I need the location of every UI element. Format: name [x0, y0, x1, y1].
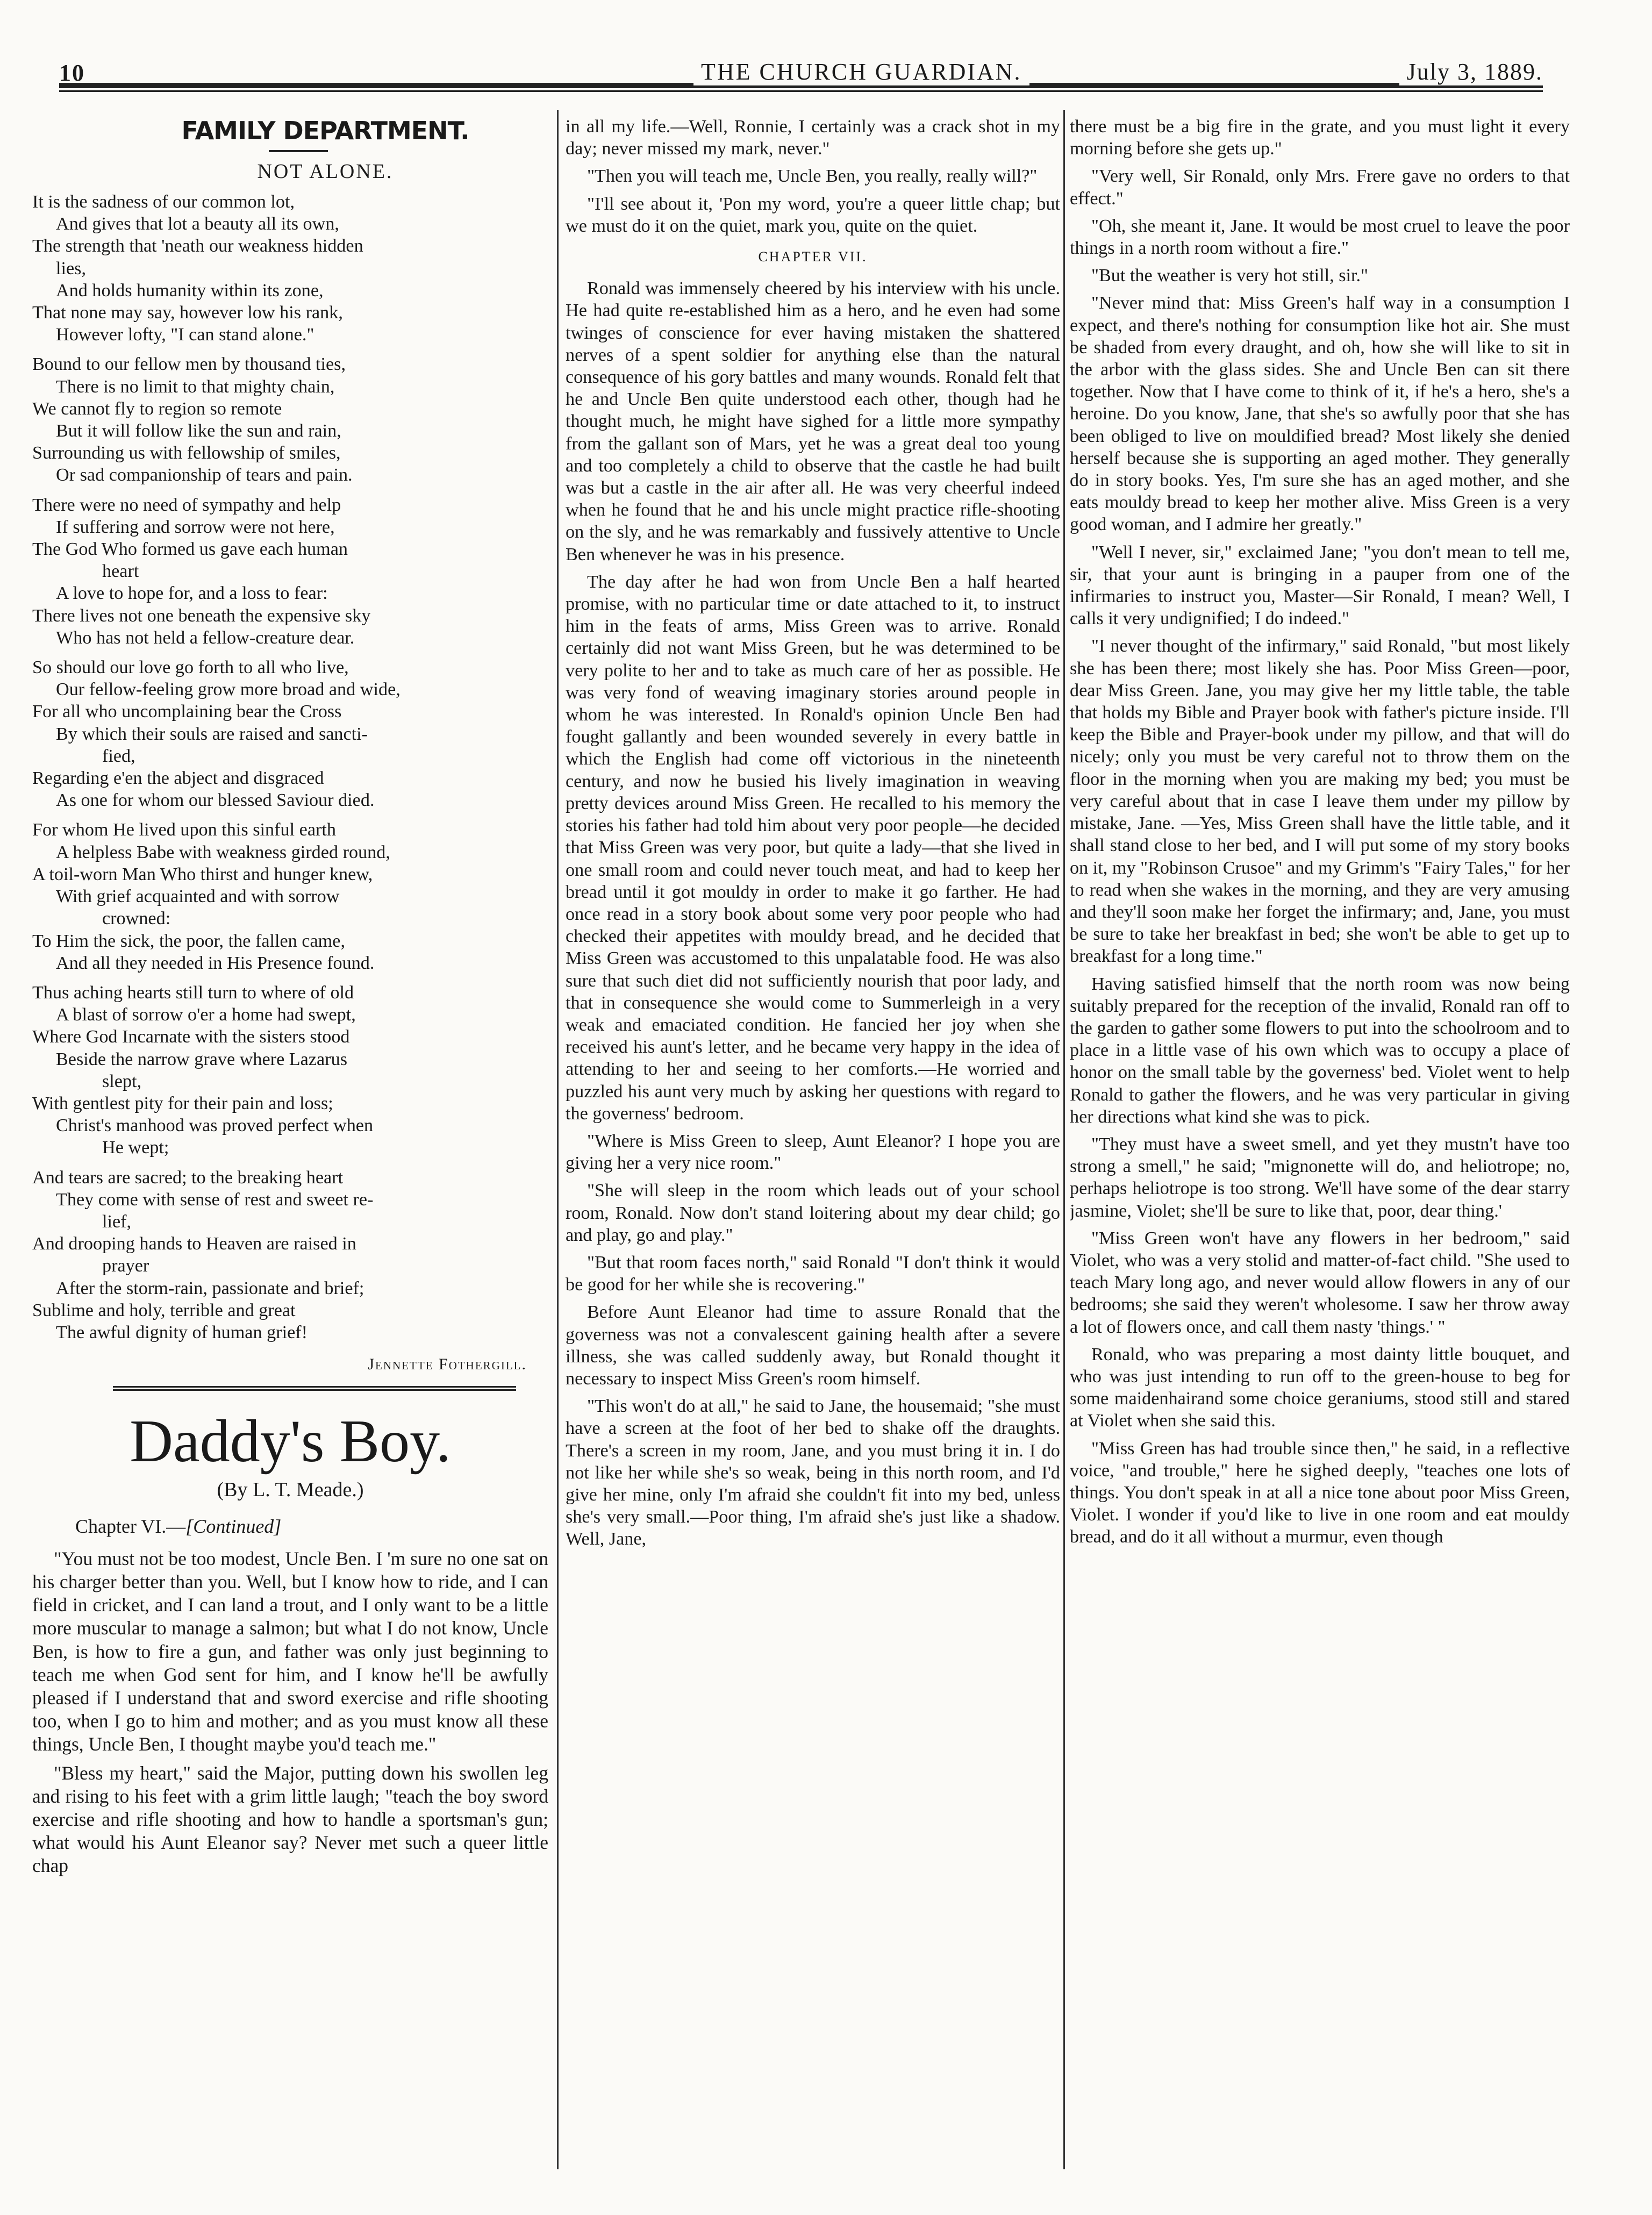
paragraph: "But that room faces north," said Ronald "I don't think it would be good for her while she is recovering.": [566, 1252, 1060, 1295]
section-divider: [113, 1386, 516, 1391]
poem-line: They come with sense of rest and sweet re-: [56, 1189, 374, 1210]
poem-line: And tears are sacred; to the breaking heart: [32, 1167, 344, 1188]
masthead-rule-thin: [59, 90, 1543, 92]
paper-title: THE CHURCH GUARDIAN.: [693, 58, 1029, 85]
paragraph: Ronald was immensely cheered by his interview with his uncle. He had quite re-established him as a hero, and he even had some twinges of conscience for ever having mistaken the shattered nerves of a spent soldier for anything else than the natural consequence of his gory battles and many wounds. Ronald felt that he and Uncle Ben quite understood each other, though had he thought much, he might have sighed for a little more sympathy from the gallant son of Mars, yet he was a great deal too young and too completely a child to observe that the castle he had built was but a castle in the air after all. He was very cheerful indeed when he found that he and his uncle might practice rifle-shooting on the sly, and he was remarkably and fussively attentive to Uncle Ben whenever he was in his presence.: [566, 278, 1060, 565]
paragraph: "Oh, she meant it, Jane. It would be most cruel to leave the poor things in a north room without a fire.": [1070, 216, 1570, 259]
paragraph: "This won't do at all," he said to Jane, the housemaid; "she must have a screen at the foot of her bed to shake off the draughts. There's a screen in my room, Jane, and you must bring it in. I do not like her while she's so weak, being in this north room, and I'd give her mine, only I'm afraid she couldn't fit into my bed, unless she's very small.—Poor thing, I'm afraid she's just like a shadow. Well, Jane,: [566, 1396, 1060, 1549]
poem-line: prayer: [102, 1256, 149, 1276]
poem-line: Or sad companionship of tears and pain.: [56, 465, 353, 485]
poem-stanza: [32, 1167, 548, 1344]
poem-line: There were no need of sympathy and help: [32, 495, 341, 515]
poem-line: The God Who formed us gave each human: [32, 539, 348, 560]
poem-line: Beside the narrow grave where Lazarus: [56, 1049, 347, 1069]
poem-line: If suffering and sorrow were not here,: [56, 517, 335, 537]
poem-line: A blast of sorrow o'er a home had swept,: [56, 1005, 356, 1025]
poem-line: But it will follow like the sun and rain,: [56, 421, 341, 441]
paragraph: "They must have a sweet smell, and yet they mustn't have too strong a smell," he said; "mignonette will do, and heliotrope; no, perhaps heliotrope is too strong. We'll have some of the dear starry jasmine, Violet; she'll be sure to like that, poor, dear thing.': [1070, 1134, 1570, 1221]
poem-line: To Him the sick, the poor, the fallen came,: [32, 931, 345, 951]
poem-line: Where God Incarnate with the sisters stood: [32, 1027, 350, 1047]
paragraph: Ronald, who was preparing a most dainty little bouquet, and who was just intending to run off to the green-house to beg for some maidenhairand some choice geraniums, stood still and stared at Violet when she said this.: [1070, 1344, 1570, 1431]
poem-line: Who has not held a fellow-creature dear.: [56, 627, 355, 648]
paragraph: "Miss Green has had trouble since then," he said, in a reflective voice, "and trouble," here he sighed deeply, "teaches one lots of things. You don't speak in at all a nice tone about poor Miss Green, Violet. I wonder if you'd like to live in one room and eat mouldy bread, and do it all without a murmur, even though: [1070, 1438, 1570, 1547]
heading-rule: [269, 150, 328, 152]
poem-line: He wept;: [102, 1138, 169, 1158]
poem-line: Our fellow-feeling grow more broad and wide,: [56, 680, 401, 700]
poem-line: Regarding e'en the abject and disgraced: [32, 768, 324, 789]
poem-line: A toil-worn Man Who thirst and hunger knew,: [32, 864, 373, 884]
column-2-text-top: [566, 116, 1060, 237]
column-2-text: [566, 277, 1060, 1550]
poem-stanza: [32, 353, 548, 486]
poem-line: For whom He lived upon this sinful earth: [32, 820, 336, 840]
poem-line: A love to hope for, and a loss to fear:: [56, 583, 328, 604]
paragraph: "I'll see about it, 'Pon my word, you're a queer little chap; but we must do it on the quiet, mark you, quite on the quiet.: [566, 194, 1060, 236]
paragraph: "Bless my heart," said the Major, putting down his swollen leg and rising to his feet with a grim little laugh; "teach the boy sword exercise and rifle shooting and how to handle a sportsman's gun; what would his Aunt Eleanor say? Never met such a queer little chap: [32, 1762, 548, 1877]
story-title: Daddy's Boy.: [130, 1408, 451, 1475]
paragraph: "Miss Green won't have any flowers in her bedroom," said Violet, who was a very stolid and matter-of-fact child. "She used to teach Mary long ago, and never would allow flowers in any of our bedrooms; she said they weren't wholesome. I saw her throw away a lot of flowers once, and call them nasty 'things.' ": [1070, 1228, 1570, 1337]
poem-line: It is the sadness of our common lot,: [32, 192, 295, 212]
page-number: 10: [59, 60, 85, 86]
poem-line: And gives that lot a beauty all its own,: [56, 214, 339, 234]
column-3: [1070, 116, 1570, 2169]
chapter-vi-heading: [75, 1516, 548, 1538]
poem-line: And all they needed in His Presence found.: [56, 953, 375, 973]
paragraph: Having satisfied himself that the north room was now being suitably prepared for the reception of the invalid, Ronald ran off to the garden to gather some flowers to put into the schoolroom and to place in a little vase of his own which was to occupy a place of honor on the small table by the governess' bed. Violet went to help Ronald to gather the flowers, and he was very particular in giving her directions what kind she was to pick.: [1070, 974, 1570, 1127]
poem-line: Christ's manhood was proved perfect when: [56, 1116, 374, 1136]
poem-line: With grief acquainted and with sorrow: [56, 887, 340, 907]
column-divider-2: [1063, 110, 1065, 2169]
paragraph: "Very well, Sir Ronald, only Mrs. Frere gave no orders to that effect.": [1070, 166, 1570, 209]
column-divider-1: [557, 110, 559, 2169]
poem-line: A helpless Babe with weakness girded round,: [56, 842, 390, 862]
poem-line: There is no limit to that mighty chain,: [56, 376, 335, 397]
poem-stanza: [32, 656, 548, 811]
poem-stanza: [32, 191, 548, 346]
paragraph: in all my life.—Well, Ronnie, I certainly was a crack shot in my day; never missed my mark, never.": [566, 117, 1060, 159]
paragraph: "You must not be too modest, Uncle Ben. I 'm sure no one sat on his charger better than you. Well, but I know how to ride, and I can field in cricket, and I can land a trout, and I only want to be a little more muscular to manage a salmon; but what I do not know, Uncle Ben, is how to fire a gun, and father was only just beginning to teach me when God sent for him, and I know he'll be awfully pleased if I understand that and sword exercise and rifle shooting too, when I go to him and mother; and as you must know all these things, Uncle Ben, I thought maybe you'd teach me.": [32, 1547, 548, 1755]
poem-stanza: [32, 819, 548, 974]
poem-line: slept,: [102, 1071, 142, 1091]
column-2: [566, 116, 1060, 2169]
paragraph: there must be a big fire in the grate, and you must light it every morning before she gets up.": [1070, 117, 1570, 159]
story-byline: (By L. T. Meade.): [217, 1478, 364, 1502]
chapter-vi-continued: [Continued]: [185, 1515, 282, 1537]
poem-line: The awful dignity of human grief!: [56, 1322, 308, 1342]
poem-line: There lives not one beneath the expensive sky: [32, 605, 371, 626]
poem-line: By which their souls are raised and sancti-: [56, 724, 368, 744]
paragraph: "She will sleep in the room which leads out of your school room, Ronald. Now don't stand loitering about my dear child; go and play, go and play.": [566, 1181, 1060, 1245]
poem-line: heart: [102, 561, 139, 582]
department-heading: FAMILY DEPARTMENT.: [181, 116, 469, 145]
poem-line: For all who uncomplaining bear the Cross: [32, 702, 342, 722]
paragraph: "I never thought of the infirmary," said Ronald, "but most likely she has been there; most likely she has. Poor Miss Green—poor, dear Miss Green. Jane, you may give her my little table, the table that holds my Bible and Prayer book with father's picture inside. I'll keep the Bible and Prayer-book under my pillow, and that will do nicely; only you must be very careful not to throw them on the floor in the morning when you are making my bed; you must be very careful about that in case I leave them under my pillow by mistake, Jane. —Yes, Miss Green shall have the little table, and it shall stand close to her bed, and I will put some of my story books on it, my "Robinson Crusoe" and my Grimm's "Fairy Tales," for her to read when she wakes in the morning, and they are very amusing and they'll soon make her forget the infirmary; and, Jane, you must be sure to take her breakfast in bed; she won't be able to get up to breakfast for a long time.": [1070, 636, 1570, 967]
poem-line: lies,: [56, 258, 87, 278]
poem-line: And drooping hands to Heaven are raised in: [32, 1234, 356, 1254]
paragraph: "Well I never, sir," exclaimed Jane; "you don't mean to tell me, sir, that your aunt is bringing in a pauper from one of the infirmaries to instruct you, Master—Sir Ronald, I mean? Well, I calls it very undignified; I do indeed.": [1070, 542, 1570, 629]
issue-date: July 3, 1889.: [1399, 58, 1543, 85]
paragraph: "Where is Miss Green to sleep, Aunt Eleanor? I hope you are giving her a very nice room.": [566, 1131, 1060, 1174]
column-1-text: [32, 1547, 548, 1878]
poem-body: [32, 191, 548, 1344]
poem-line: After the storm-rain, passionate and brief;: [56, 1278, 364, 1298]
poem-line: Bound to our fellow men by thousand ties,: [32, 354, 346, 375]
column-3-text: [1070, 116, 1570, 1548]
poem-line: With gentlest pity for their pain and loss;: [32, 1093, 333, 1113]
poem-line: crowned:: [102, 909, 171, 929]
poem-line: Thus aching hearts still turn to where of old: [32, 982, 354, 1003]
poem-title: NOT ALONE.: [257, 160, 394, 183]
paragraph: "But the weather is very hot still, sir.": [1091, 266, 1369, 286]
poem-line: However lofty, "I can stand alone.": [56, 325, 314, 345]
poem-line: lief,: [102, 1211, 132, 1232]
paragraph: Before Aunt Eleanor had time to assure Ronald that the governess was not a convalescent gaining health after a severe illness, she was called suddenly away, but Ronald thought it necessary to inspect Miss Green's room himself.: [566, 1302, 1060, 1389]
poem-line: Surrounding us with fellowship of smiles,: [32, 443, 341, 463]
paragraph: "Then you will teach me, Uncle Ben, you really, really will?": [587, 166, 1038, 187]
chapter-vi-label: Chapter VI.—: [75, 1515, 186, 1537]
poem-line: fied,: [102, 746, 135, 766]
poem-line: As one for whom our blessed Saviour died.: [56, 790, 375, 811]
poem-stanza: [32, 494, 548, 649]
poem-line: And holds humanity within its zone,: [56, 280, 324, 301]
paragraph: The day after he had won from Uncle Ben a half hearted promise, with no particular time or date attached to it, to instruct him in the feats of arms, Miss Green was to arrive. Ronald certainly did not want Miss Green, but he was determined to be very polite to her and to take as much care of her as possible. He was very fond of weaving imaginary stories around people in whom he was interested. In Ronald's opinion Uncle Ben had fought gallantly and been wounded severely in every battle in which the English had come off victorious in the nineteenth century, and now he busied his lively imagination in weaving pretty devices around Miss Green. He recalled to his memory the stories his father had told him about very poor people—he decided that Miss Green was very poor, but quite a lady—that she lived in one small room and could never touch meat, and had to keep her bread until it got mouldy in order to make it go farther. He had once read in a story book about some very poor people who had checked their appetites with mouldy bread, and he decided that Miss Green was accustomed to this unpalatable food. He was also sure that such diet did not sufficiently nourish that poor lady, and that in consequence she would come to Summerleigh in a very weak and emaciated condition. He fancied her joy when she received his aunt's letter, and he became very happy in the idea of attending to her and seeing to her comforts.—He worried and puzzled his aunt very much by asking her questions with regard to the governess' bedroom.: [566, 571, 1060, 1124]
poem-stanza: [32, 982, 548, 1159]
poem-author: Jennette Fothergill.: [368, 1355, 527, 1374]
poem-line: So should our love go forth to all who live,: [32, 658, 349, 678]
poem-line: We cannot fly to region so remote: [32, 398, 282, 419]
paragraph: "Never mind that: Miss Green's half way in a consumption I expect, and there's nothing for consumption like hot air. She must be shaded from every draught, and oh, how she will like to sit in the arbor with the glass sides. She and Uncle Ben can sit there together. Now that I have come to think of it, if he's a hero, she's a heroine. Do you know, Jane, that she's so awfully poor that she has been obliged to live on mouldified bread? Most likely she denied herself because she is supporting an aged mother. They generally do in story books. Yes, I'm sure she has an aged mother, and she eats mouldy bread to keep her mother alive. Miss Green is a very good woman, and I admire her greatly.": [1070, 293, 1570, 535]
chapter-vii-heading: CHAPTER VII.: [758, 249, 868, 265]
poem-line: That none may say, however low his rank,: [32, 303, 343, 323]
masthead: [59, 59, 1543, 91]
poem-line: Sublime and holy, terrible and great: [32, 1300, 296, 1320]
poem-line: The strength that 'neath our weakness hidden: [32, 236, 363, 256]
column-1: [32, 116, 548, 2169]
